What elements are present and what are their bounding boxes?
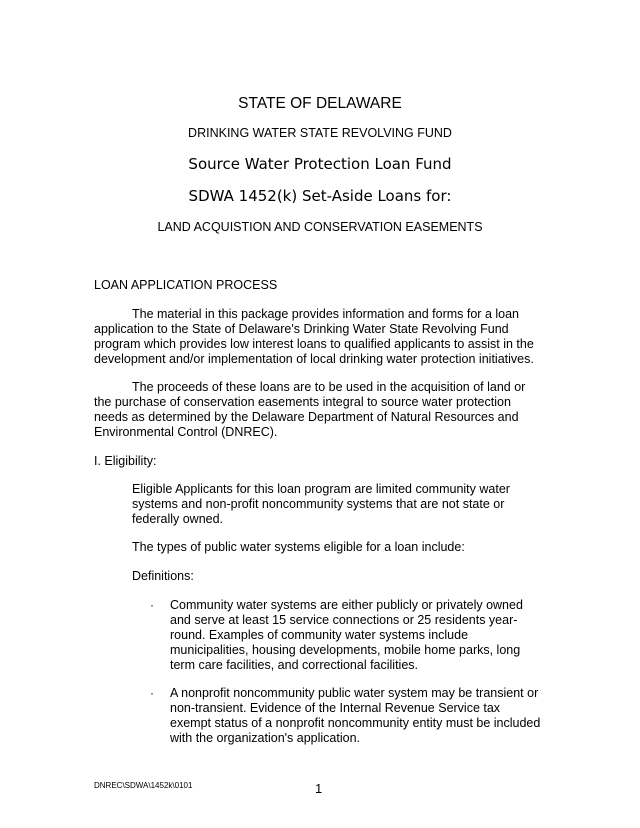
bullet-line: exempt status of a nonprofit noncommunity entity must be included (170, 716, 541, 730)
bullet-line: and serve at least 15 service connections or 25 residents year- (170, 613, 518, 627)
page-number: 1 (315, 781, 323, 796)
types-line: The types of public water systems eligible for a loan include: (132, 540, 465, 554)
bullet-line: municipalities, housing developments, mobile home parks, long (170, 643, 521, 657)
bullet-line: Community water systems are either publicly or privately owned (170, 598, 523, 612)
bullet-line: round. Examples of community water systems include (170, 628, 469, 642)
paragraph-line: the purchase of conservation easements integral to source water protection (94, 395, 511, 409)
definitions-label: Definitions: (132, 569, 194, 583)
section-heading: LOAN APPLICATION PROCESS (94, 278, 278, 292)
eligibility-heading: I. Eligibility: (94, 454, 157, 468)
paragraph-line: The material in this package provides information and forms for a loan (132, 307, 519, 321)
program-name: Source Water Protection Loan Fund (188, 155, 452, 173)
paragraph-line: Eligible Applicants for this loan program are limited community water (132, 482, 510, 496)
document-title: STATE OF DELAWARE (238, 95, 402, 112)
set-aside-heading: SDWA 1452(k) Set-Aside Loans for: (188, 187, 452, 205)
paragraph-line: development and/or implementation of local drinking water protection initiatives. (94, 352, 534, 366)
subject-heading: LAND ACQUISTION AND CONSERVATION EASEMENTS (157, 220, 483, 234)
bullet-line: non-transient. Evidence of the Internal Revenue Service tax (170, 701, 501, 715)
paragraph-line: systems and non-profit noncommunity systems that are not state or (132, 497, 505, 511)
paragraph-line: Environmental Control (DNREC). (94, 425, 278, 439)
paragraph-line: application to the State of Delaware's Drinking Water State Revolving Fund (94, 322, 509, 336)
paragraph-line: The proceeds of these loans are to be used in the acquisition of land or (132, 380, 526, 394)
paragraph-line: federally owned. (132, 512, 224, 526)
bullet-line: A nonprofit noncommunity public water system may be transient or (170, 686, 539, 700)
paragraph-line: program which provides low interest loans to qualified applicants to assist in the (94, 337, 534, 351)
bullet-icon: · (150, 598, 154, 612)
bullet-line: term care facilities, and correctional facilities. (170, 658, 419, 672)
fund-name: DRINKING WATER STATE REVOLVING FUND (188, 126, 452, 140)
footer-code: DNREC\SDWA\1452k\0101 (94, 781, 193, 790)
bullet-icon: · (150, 686, 154, 700)
bullet-line: with the organization's application. (170, 731, 361, 745)
paragraph-line: needs as determined by the Delaware Department of Natural Resources and (94, 410, 519, 424)
